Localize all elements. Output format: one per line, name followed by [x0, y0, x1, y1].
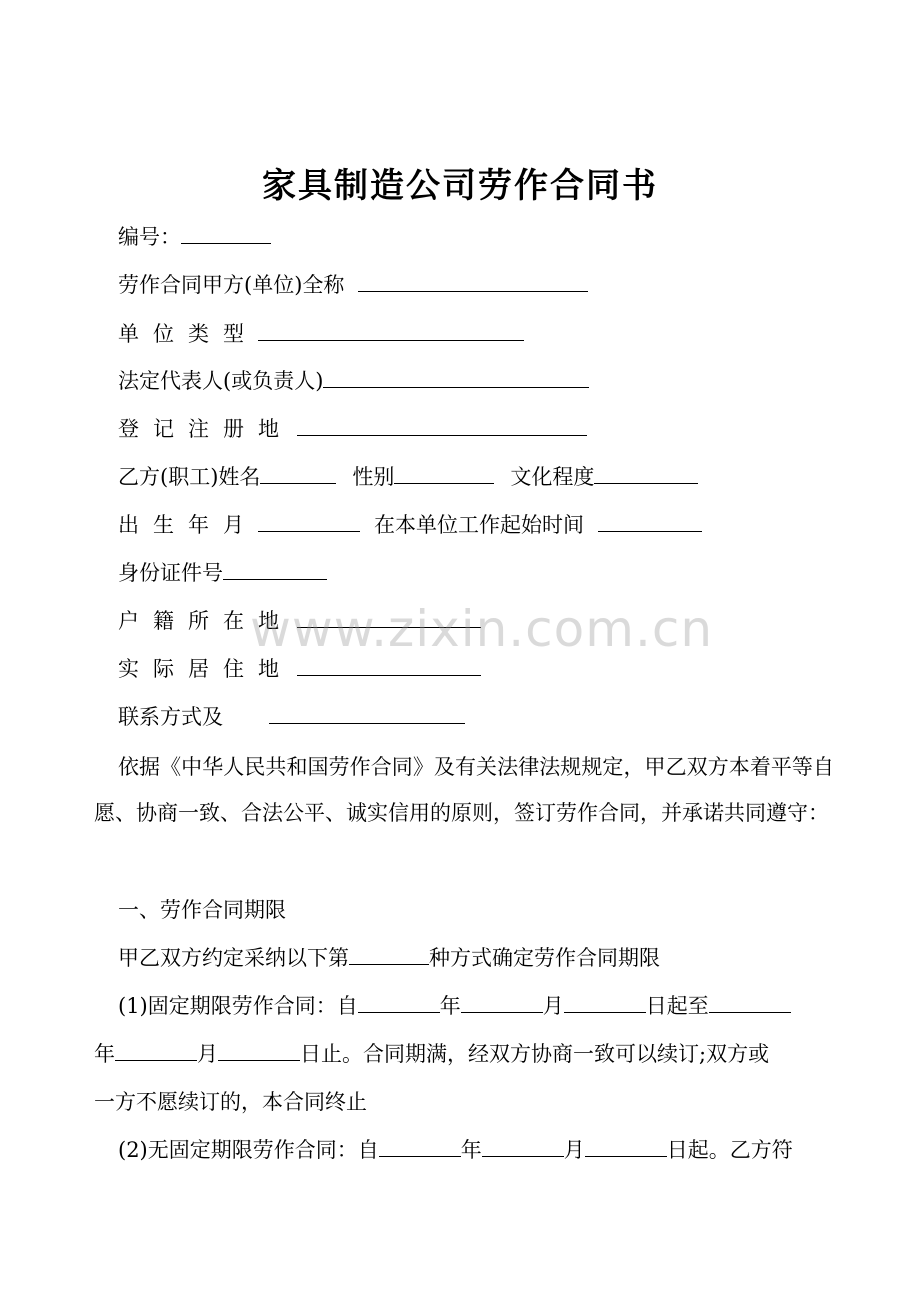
intro-paragraph: 依据《中华人民共和国劳作合同》及有关法律法规规定，甲乙双方本着平等自愿、协商一致、合法公平、诚实信用的原则，签订劳作合同，并承诺共同遵守：: [94, 755, 834, 825]
legal-rep-blank[interactable]: [323, 365, 589, 388]
party-b-name-blank[interactable]: [260, 461, 336, 484]
clause1-line3: 一方不愿续订的，本合同终止: [94, 1090, 367, 1114]
gender-blank[interactable]: [394, 461, 494, 484]
birth-blank[interactable]: [258, 509, 360, 532]
section1-title: 一、劳作合同期限: [118, 898, 286, 922]
start-work-blank[interactable]: [598, 509, 702, 532]
start-work-label: 在本单位工作起始时间: [374, 513, 584, 537]
field-reg-place: [118, 412, 587, 446]
education-label: 文化程度: [510, 465, 595, 489]
clause1-end-year-blank[interactable]: [709, 990, 791, 1013]
field-legal-rep: [118, 364, 589, 398]
document-title: 家具制造公司劳作合同书: [262, 166, 658, 206]
field-number: [118, 220, 271, 254]
clause1-prefix: (1)固定期限劳作合同：自: [118, 994, 358, 1018]
clause1-start-year-blank[interactable]: [358, 990, 440, 1013]
clause1-end-month-blank[interactable]: [115, 1038, 197, 1061]
section1-method-line: [118, 941, 660, 975]
education-blank[interactable]: [594, 461, 698, 484]
clause2-year: 年: [460, 1138, 482, 1162]
clause1-year: 年: [439, 994, 461, 1018]
method-blank[interactable]: [349, 942, 429, 965]
unit-type-blank[interactable]: [258, 318, 524, 341]
method-part2: 种方式确定劳作合同期限: [429, 946, 660, 970]
clause1-start-month-blank[interactable]: [461, 990, 543, 1013]
reg-place-label: 登记注册地: [118, 417, 293, 441]
contact-blank[interactable]: [269, 701, 465, 724]
residence-label: 实际居住地: [118, 657, 293, 681]
field-party-b: [118, 460, 698, 494]
clause1-end-day-blank[interactable]: [218, 1038, 300, 1061]
clause2-prefix: (2)无固定期限劳作合同：自: [118, 1138, 379, 1162]
field-unit-type: [118, 317, 524, 351]
clause1-month: 月: [542, 994, 564, 1018]
clause2-month: 月: [563, 1138, 585, 1162]
number-blank[interactable]: [181, 221, 271, 244]
id-blank[interactable]: [223, 557, 327, 580]
unit-type-label: 单位类型: [118, 322, 258, 346]
party-a-blank[interactable]: [358, 269, 588, 292]
field-party-a: [118, 268, 588, 302]
legal-rep-label: 法定代表人(或负责人): [118, 369, 324, 393]
clause2-day-blank[interactable]: [585, 1134, 667, 1157]
watermark: www.zixin.com.cn: [250, 600, 714, 658]
field-contact: [118, 700, 465, 734]
clause1-end-month: 月: [197, 1042, 218, 1066]
field-birth: [118, 508, 702, 542]
clause1-line2: [94, 1037, 769, 1071]
clause2-year-blank[interactable]: [379, 1134, 461, 1157]
contact-label: 联系方式及: [118, 705, 223, 729]
number-label: 编号：: [118, 225, 181, 249]
clause2-month-blank[interactable]: [482, 1134, 564, 1157]
party-b-name-label: 乙方(职工)姓名: [118, 465, 261, 489]
clause2-line1: [118, 1133, 793, 1167]
clause1-end-rest: 日止。合同期满，经双方协商一致可以续订;双方或: [300, 1042, 770, 1066]
gender-label: 性别: [352, 465, 395, 489]
birth-label: 出生年月: [118, 513, 258, 537]
reg-place-blank[interactable]: [297, 413, 587, 436]
field-id: [118, 556, 327, 590]
method-part1: 甲乙双方约定采纳以下第: [118, 946, 349, 970]
clause1-line1: [118, 989, 791, 1023]
party-a-label: 劳作合同甲方(单位)全称: [118, 273, 345, 297]
clause1-day-to: 日起至: [645, 994, 709, 1018]
clause1-start-day-blank[interactable]: [564, 990, 646, 1013]
household-label: 户籍所在地: [118, 609, 293, 633]
clause1-end-year: 年: [94, 1042, 115, 1066]
id-label: 身份证件号: [118, 561, 223, 585]
clause2-rest: 日起。乙方符: [666, 1138, 793, 1162]
